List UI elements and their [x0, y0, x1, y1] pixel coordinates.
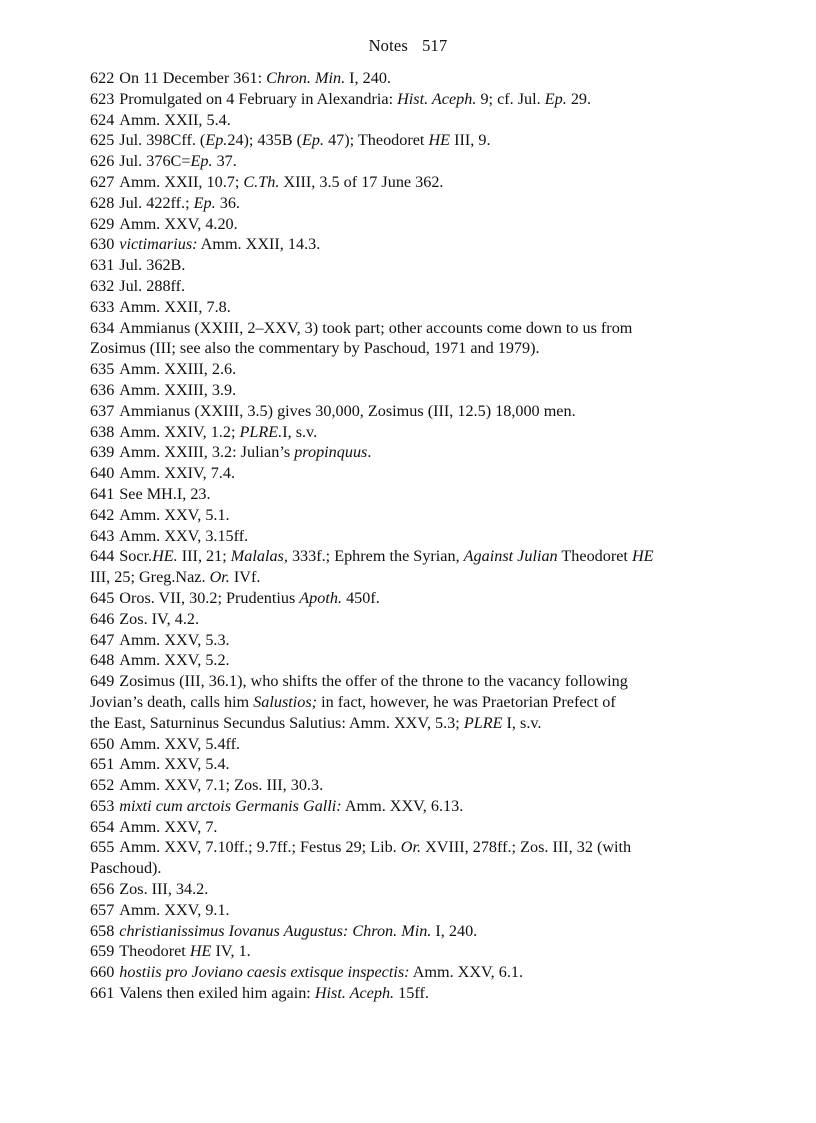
- endnote-line: [90, 630, 750, 651]
- endnote-text: Amm. XXV, 5.2.: [119, 651, 230, 670]
- endnote-line: [90, 214, 750, 235]
- endnote-line: [90, 68, 750, 89]
- endnote-italic-text: PLRE.: [239, 422, 283, 441]
- endnote-text: Amm. XXV, 4.20.: [119, 214, 238, 233]
- endnote-text: Amm. XXV, 6.13.: [341, 796, 464, 815]
- endnote-text: Jul. 362B.: [119, 256, 186, 275]
- endnote-line: [90, 796, 750, 817]
- endnote-text: XIII, 3.5 of 17 June 362.: [279, 172, 444, 191]
- endnote-text: Jovian’s death, calls him: [90, 692, 254, 711]
- endnote-number: 639: [90, 443, 115, 462]
- endnote-text: Amm. XXIII, 3.9.: [119, 380, 237, 399]
- endnote-624: [90, 110, 750, 131]
- endnote-text: Zosimus (III, 36.1), who shifts the offer of the throne to the vacancy following: [119, 672, 628, 691]
- endnote-text: Amm. XXIII, 2.6.: [119, 360, 237, 379]
- endnote-647: [90, 630, 750, 651]
- endnote-642: [90, 505, 750, 526]
- endnote-line: [90, 692, 750, 713]
- endnote-number: 625: [90, 131, 115, 150]
- endnote-text: Amm. XXV, 9.1.: [119, 900, 230, 919]
- endnote-italic-text: Ep.: [190, 152, 213, 171]
- endnote-number: 632: [90, 276, 115, 295]
- endnote-line: [90, 172, 750, 193]
- endnote-text: 47); Theodoret: [324, 131, 429, 150]
- endnote-626: [90, 151, 750, 172]
- endnote-line: [90, 318, 750, 339]
- endnote-italic-text: propinquus: [294, 443, 368, 462]
- endnote-line: [90, 879, 750, 900]
- endnote-text: 37.: [212, 152, 237, 171]
- endnote-line: [90, 255, 750, 276]
- endnote-632: [90, 276, 750, 297]
- endnote-italic-text: christianissimus Iovanus Augustus: Chron. Min.: [119, 921, 432, 940]
- endnote-number: 638: [90, 422, 115, 441]
- endnote-line: [90, 193, 750, 214]
- endnote-number: 631: [90, 256, 115, 275]
- endnote-italic-text: C.Th.: [243, 172, 280, 191]
- endnote-number: 626: [90, 152, 115, 171]
- endnote-number: 644: [90, 547, 115, 566]
- endnote-line: [90, 546, 750, 567]
- endnote-number: 646: [90, 609, 115, 628]
- endnote-line: [90, 338, 750, 359]
- endnote-652: [90, 775, 750, 796]
- endnotes-list: [90, 68, 750, 1004]
- endnote-line: [90, 359, 750, 380]
- endnote-text: 24); 435B (: [227, 131, 302, 150]
- endnote-text: 9; cf. Jul.: [476, 89, 545, 108]
- endnote-number: 630: [90, 235, 115, 254]
- endnote-number: 654: [90, 817, 115, 836]
- endnote-text: Amm. XXII, 14.3.: [197, 235, 321, 254]
- endnote-italic-text: Ep.: [302, 131, 325, 150]
- endnote-text: Amm. XXV, 5.4ff.: [119, 734, 241, 753]
- endnote-line: [90, 297, 750, 318]
- endnote-text: Paschoud).: [90, 859, 162, 878]
- endnote-text: I, s.v.: [502, 713, 542, 732]
- endnote-629: [90, 214, 750, 235]
- endnote-630: [90, 234, 750, 255]
- endnote-text: Zos. III, 34.2.: [119, 880, 209, 899]
- endnote-number: 641: [90, 484, 115, 503]
- endnote-number: 656: [90, 880, 115, 899]
- endnote-line: [90, 754, 750, 775]
- endnote-text: XVIII, 278ff.; Zos. III, 32 (with: [421, 838, 632, 857]
- endnote-line: [90, 567, 750, 588]
- endnote-text: 36.: [215, 193, 240, 212]
- endnote-italic-text: Apoth.: [299, 588, 343, 607]
- endnote-655: [90, 837, 750, 879]
- endnote-line: [90, 463, 750, 484]
- endnote-text: IV, 1.: [211, 942, 251, 961]
- endnote-number: 643: [90, 526, 115, 545]
- endnote-text: Amm. XXV, 3.15ff.: [119, 526, 249, 545]
- endnote-number: 629: [90, 214, 115, 233]
- endnote-line: [90, 276, 750, 297]
- endnote-line: [90, 609, 750, 630]
- endnote-text: Amm. XXIII, 3.2: Julian’s: [119, 443, 295, 462]
- endnote-number: 657: [90, 900, 115, 919]
- endnote-line: [90, 505, 750, 526]
- endnote-number: 622: [90, 69, 115, 87]
- endnote-text: Amm. XXII, 5.4.: [119, 110, 231, 129]
- endnote-653: [90, 796, 750, 817]
- endnote-648: [90, 650, 750, 671]
- endnote-italic-text: victimarius:: [119, 235, 198, 254]
- endnote-text: Ammianus (XXIII, 3.5) gives 30,000, Zosimus (III, 12.5) 18,000 men.: [119, 401, 576, 420]
- endnote-text: On 11 December 361:: [119, 69, 267, 87]
- endnote-641: [90, 484, 750, 505]
- endnote-number: 636: [90, 380, 115, 399]
- endnote-italic-text: HE.: [152, 547, 178, 566]
- endnote-623: [90, 89, 750, 110]
- endnote-italic-text: Ep.: [193, 193, 216, 212]
- endnote-number: 650: [90, 734, 115, 753]
- endnote-number: 647: [90, 630, 115, 649]
- endnote-text: I, 240.: [345, 69, 391, 87]
- endnote-643: [90, 526, 750, 547]
- endnote-number: 628: [90, 193, 115, 212]
- endnote-text: III, 25; Greg.Naz.: [90, 568, 210, 587]
- endnote-text: Jul. 376C=: [119, 152, 191, 171]
- endnote-line: [90, 671, 750, 692]
- endnote-text: I, s.v.: [282, 422, 318, 441]
- endnote-number: 635: [90, 360, 115, 379]
- endnote-text: Amm. XXV, 5.3.: [119, 630, 230, 649]
- endnote-text: Amm. XXV, 6.1.: [409, 963, 524, 982]
- endnote-text: I, 240.: [431, 921, 478, 940]
- endnote-638: [90, 422, 750, 443]
- endnote-645: [90, 588, 750, 609]
- endnote-line: [90, 110, 750, 131]
- endnote-text: See MH.I, 23.: [119, 484, 211, 503]
- endnote-italic-text: hostiis pro Joviano caesis extisque inspectis:: [119, 963, 410, 982]
- endnote-640: [90, 463, 750, 484]
- endnote-656: [90, 879, 750, 900]
- endnote-italic-text: HE: [189, 942, 212, 961]
- endnote-622: [90, 68, 750, 89]
- endnote-627: [90, 172, 750, 193]
- endnote-text: Valens then exiled him again:: [119, 984, 315, 1003]
- endnote-italic-text: Hist. Aceph.: [397, 89, 477, 108]
- endnote-661: [90, 983, 750, 1004]
- endnote-italic-text: HE: [631, 547, 654, 566]
- endnote-italic-text: HE: [428, 131, 451, 150]
- endnote-633: [90, 297, 750, 318]
- endnote-number: 642: [90, 505, 115, 524]
- endnote-text: Jul. 398Cff. (: [119, 131, 206, 150]
- endnote-628: [90, 193, 750, 214]
- endnote-651: [90, 754, 750, 775]
- endnote-text: Zos. IV, 4.2.: [119, 609, 200, 628]
- endnote-number: 640: [90, 464, 115, 483]
- endnote-639: [90, 442, 750, 463]
- endnote-text: Zosimus (III; see also the commentary by Paschoud, 1971 and 1979).: [90, 339, 540, 358]
- endnote-text: Amm. XXII, 7.8.: [119, 297, 231, 316]
- endnote-line: [90, 941, 750, 962]
- endnote-634: [90, 318, 750, 360]
- endnote-650: [90, 734, 750, 755]
- endnote-line: [90, 713, 750, 734]
- endnote-italic-text: Ep.: [544, 89, 567, 108]
- endnote-text: the East, Saturninus Secundus Salutius: Amm. XXV, 5.3;: [90, 713, 464, 732]
- endnote-644: [90, 546, 750, 588]
- page-number: 517: [422, 36, 448, 55]
- endnote-italic-text: PLRE: [463, 713, 503, 732]
- endnote-number: 660: [90, 963, 115, 982]
- running-head-title: Notes: [368, 36, 409, 55]
- endnote-line: [90, 858, 750, 879]
- endnote-italic-text: Chron. Min.: [266, 69, 346, 87]
- endnote-line: [90, 650, 750, 671]
- endnote-text: 29.: [566, 89, 592, 108]
- endnote-text: 333f.; Ephrem the Syrian,: [287, 547, 464, 566]
- endnote-line: [90, 734, 750, 755]
- endnote-text: Ammianus (XXIII, 2–XXV, 3) took part; other accounts come down to us from: [119, 318, 633, 337]
- endnote-line: [90, 484, 750, 505]
- endnote-line: [90, 380, 750, 401]
- endnote-italic-text: mixti cum arctois Germanis Galli:: [119, 796, 342, 815]
- endnote-637: [90, 401, 750, 422]
- endnote-text: IVf.: [229, 568, 261, 587]
- running-head: [0, 36, 816, 56]
- endnote-number: 652: [90, 776, 115, 795]
- endnote-line: [90, 775, 750, 796]
- endnote-number: 653: [90, 796, 115, 815]
- endnote-line: [90, 422, 750, 443]
- endnote-italic-text: Hist. Aceph.: [314, 984, 395, 1003]
- endnote-italic-text: Ep.: [205, 131, 228, 150]
- endnote-line: [90, 401, 750, 422]
- endnote-number: 645: [90, 588, 115, 607]
- endnote-line: [90, 983, 750, 1004]
- endnote-646: [90, 609, 750, 630]
- endnote-line: [90, 837, 750, 858]
- endnote-625: [90, 130, 750, 151]
- endnote-line: [90, 234, 750, 255]
- endnote-659: [90, 941, 750, 962]
- endnote-text: Amm. XXII, 10.7;: [119, 172, 244, 191]
- endnote-number: 655: [90, 838, 115, 857]
- endnote-number: 648: [90, 651, 115, 670]
- endnote-line: [90, 442, 750, 463]
- endnote-658: [90, 921, 750, 942]
- endnote-text: .: [367, 443, 372, 462]
- endnote-line: [90, 526, 750, 547]
- endnote-italic-text: Against Julian: [463, 547, 558, 566]
- endnote-text: Promulgated on 4 February in Alexandria:: [119, 89, 398, 108]
- endnote-line: [90, 151, 750, 172]
- endnote-number: 658: [90, 921, 115, 940]
- endnote-line: [90, 588, 750, 609]
- endnote-654: [90, 817, 750, 838]
- endnote-line: [90, 921, 750, 942]
- endnote-660: [90, 962, 750, 983]
- endnote-number: 659: [90, 942, 115, 961]
- endnote-636: [90, 380, 750, 401]
- endnote-631: [90, 255, 750, 276]
- endnote-line: [90, 89, 750, 110]
- endnote-text: Amm. XXV, 5.4.: [119, 755, 230, 774]
- endnote-text: Amm. XXV, 7.: [119, 817, 218, 836]
- endnote-number: 661: [90, 984, 115, 1003]
- endnote-italic-text: Salustios;: [253, 692, 318, 711]
- endnote-635: [90, 359, 750, 380]
- endnote-line: [90, 962, 750, 983]
- endnote-text: 450f.: [342, 588, 380, 607]
- endnote-number: 649: [90, 672, 115, 691]
- endnote-number: 633: [90, 297, 115, 316]
- endnote-text: Theodoret: [119, 942, 190, 961]
- endnote-text: 15ff.: [394, 984, 429, 1003]
- endnote-text: III, 9.: [450, 131, 491, 150]
- endnote-number: 623: [90, 89, 115, 108]
- endnote-text: III, 21;: [177, 547, 231, 566]
- endnote-number: 624: [90, 110, 115, 129]
- endnote-number: 651: [90, 755, 115, 774]
- endnote-649: [90, 671, 750, 733]
- endnote-italic-text: Or.: [400, 838, 422, 857]
- endnote-text: Amm. XXV, 7.10ff.; 9.7ff.; Festus 29; Lib.: [119, 838, 401, 857]
- endnote-text: Theodoret: [557, 547, 632, 566]
- endnote-text: Socr.: [119, 547, 153, 566]
- endnote-text: Oros. VII, 30.2; Prudentius: [119, 588, 300, 607]
- endnote-italic-text: Malalas,: [230, 547, 288, 566]
- endnote-number: 634: [90, 318, 115, 337]
- endnote-text: in fact, however, he was Praetorian Prefect of: [317, 692, 616, 711]
- endnote-text: Amm. XXIV, 1.2;: [119, 422, 240, 441]
- endnote-text: Amm. XXIV, 7.4.: [119, 464, 235, 483]
- endnote-line: [90, 900, 750, 921]
- endnote-text: Jul. 422ff.;: [119, 193, 194, 212]
- endnote-text: Amm. XXV, 5.1.: [119, 505, 230, 524]
- endnote-number: 637: [90, 401, 115, 420]
- endnote-text: Jul. 288ff.: [119, 276, 186, 295]
- endnote-line: [90, 817, 750, 838]
- endnote-italic-text: Or.: [209, 568, 230, 587]
- endnote-657: [90, 900, 750, 921]
- endnote-number: 627: [90, 172, 115, 191]
- endnote-text: Amm. XXV, 7.1; Zos. III, 30.3.: [119, 776, 324, 795]
- endnote-line: [90, 130, 750, 151]
